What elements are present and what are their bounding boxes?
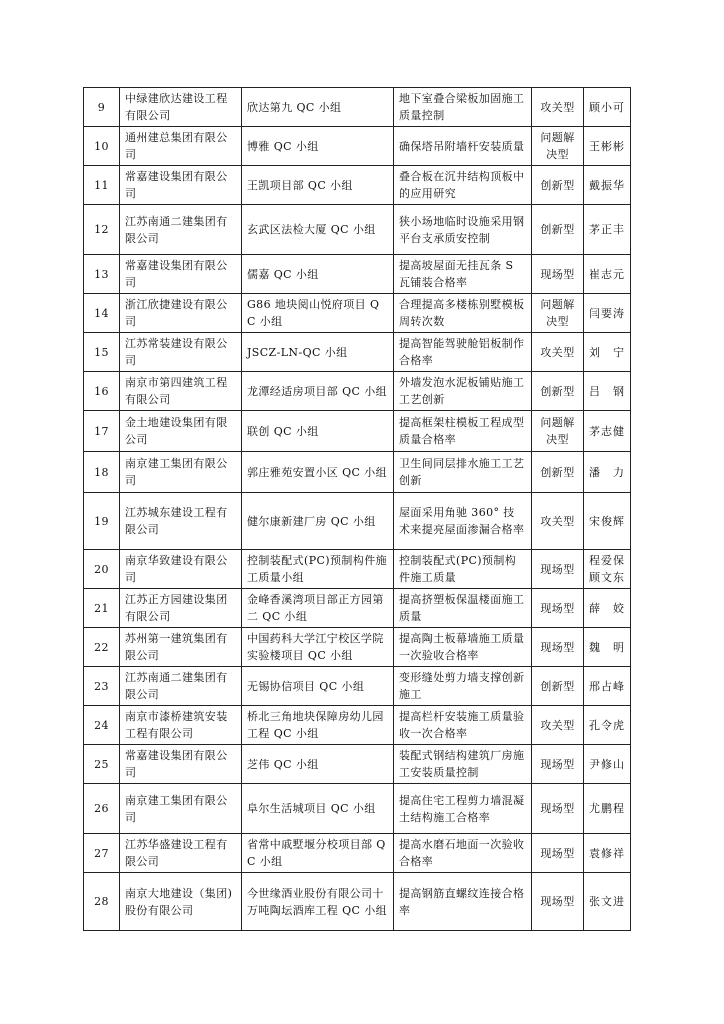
unit-name: 南京华致建设有限公司 <box>120 550 242 589</box>
qc-group-name: JSCZ-LN-QC 小组 <box>242 333 394 372</box>
project-topic: 提高住宅工程剪力墙混凝土结构施工合格率 <box>394 784 532 834</box>
row-number: 26 <box>84 784 120 834</box>
presenter-name: 王彬彬 <box>584 127 631 166</box>
topic-type: 攻关型 <box>532 706 584 745</box>
table-row <box>84 452 631 493</box>
row-number: 14 <box>84 294 120 333</box>
project-topic: 外墙发泡水泥板铺贴施工工艺创新 <box>394 372 532 411</box>
project-topic: 提高挤塑板保温楼面施工质量 <box>394 589 532 628</box>
qc-group-name: G86 地块阅山悦府项目 QC 小组 <box>242 294 394 333</box>
presenter-name: 闫要涛 <box>584 294 631 333</box>
qc-group-name: 博雅 QC 小组 <box>242 127 394 166</box>
unit-name: 江苏常装建设有限公司 <box>120 333 242 372</box>
row-number: 15 <box>84 333 120 372</box>
qc-group-name: 欣达第九 QC 小组 <box>242 88 394 127</box>
table-row <box>84 88 631 127</box>
project-topic: 提高栏杆安装施工质量验收一次合格率 <box>394 706 532 745</box>
project-topic: 提高框架柱模板工程成型质量合格率 <box>394 411 532 452</box>
row-number: 9 <box>84 88 120 127</box>
unit-name: 常嘉建设集团有限公司 <box>120 745 242 784</box>
unit-name: 金土地建设集团有限公司 <box>120 411 242 452</box>
topic-type: 攻关型 <box>532 88 584 127</box>
presenter-name: 茅志健 <box>584 411 631 452</box>
award-list-table <box>83 87 631 931</box>
row-number: 28 <box>84 873 120 931</box>
qc-group-name: 金峰香溪湾项目部正方园第二 QC 小组 <box>242 589 394 628</box>
topic-type: 创新型 <box>532 452 584 493</box>
presenter-name: 程爱保 <box>589 554 625 567</box>
row-number: 19 <box>84 493 120 550</box>
table-row <box>84 127 631 166</box>
table-body <box>84 88 631 931</box>
row-number: 13 <box>84 255 120 294</box>
qc-group-name: 省常中戚墅堰分校项目部 QC 小组 <box>242 834 394 873</box>
topic-type: 攻关型 <box>532 493 584 550</box>
topic-type: 现场型 <box>532 834 584 873</box>
row-number: 22 <box>84 628 120 667</box>
table-row <box>84 784 631 834</box>
presenter-name: 张文进 <box>584 873 631 931</box>
table-row <box>84 745 631 784</box>
project-topic: 确保塔吊附墙杆安装质量 <box>394 127 532 166</box>
project-topic: 提高坡屋面无挂瓦条 S 瓦铺装合格率 <box>394 255 532 294</box>
project-topic: 装配式钢结构建筑厂房施工安装质量控制 <box>394 745 532 784</box>
unit-name: 通州建总集团有限公司 <box>120 127 242 166</box>
project-topic: 控制装配式(PC)预制构件施工质量 <box>394 550 532 589</box>
row-number: 18 <box>84 452 120 493</box>
row-number: 23 <box>84 667 120 706</box>
topic-type: 问题解决型 <box>532 127 584 166</box>
topic-type: 问题解决型 <box>532 411 584 452</box>
unit-name: 南京市第四建筑工程有限公司 <box>120 372 242 411</box>
unit-name: 江苏南通二建集团有限公司 <box>120 205 242 255</box>
presenter-name: 尤鹏程 <box>584 784 631 834</box>
table-row <box>84 873 631 931</box>
presenter-name: 薛 姣 <box>584 589 631 628</box>
unit-name: 南京大地建设（集团)股份有限公司 <box>120 873 242 931</box>
qc-group-name: 芝伟 QC 小组 <box>242 745 394 784</box>
unit-name: 江苏正方园建设集团有限公司 <box>120 589 242 628</box>
project-topic: 变形缝处剪力墙支撑创新施工 <box>394 667 532 706</box>
presenter-name: 邢占峰 <box>584 667 631 706</box>
table-row <box>84 294 631 333</box>
project-topic: 狭小场地临时设施采用钢平台支承质安控制 <box>394 205 532 255</box>
row-number: 21 <box>84 589 120 628</box>
presenter-name: 崔志元 <box>584 255 631 294</box>
row-number: 25 <box>84 745 120 784</box>
topic-type: 现场型 <box>532 873 584 931</box>
table-row <box>84 834 631 873</box>
project-topic: 屋面采用角驰 360° 技术来提亮屋面渗漏合格率 <box>394 493 532 550</box>
qc-group-name: 今世缘酒业股份有限公司十万吨陶坛酒库工程 QC 小组 <box>242 873 394 931</box>
presenter-names <box>584 550 631 589</box>
topic-type: 创新型 <box>532 667 584 706</box>
unit-name: 南京市漆桥建筑安装工程有限公司 <box>120 706 242 745</box>
table-row <box>84 411 631 452</box>
qc-group-name: 中国药科大学江宁校区学院实验楼项目 QC 小组 <box>242 628 394 667</box>
topic-type: 创新型 <box>532 372 584 411</box>
presenter-name: 吕 钢 <box>584 372 631 411</box>
presenter-name: 魏 明 <box>584 628 631 667</box>
row-number: 16 <box>84 372 120 411</box>
row-number: 27 <box>84 834 120 873</box>
qc-group-name: 龙潭经适房项目部 QC 小组 <box>242 372 394 411</box>
table-row <box>84 333 631 372</box>
table-row <box>84 628 631 667</box>
table-row <box>84 493 631 550</box>
unit-name: 浙江欣捷建设有限公司 <box>120 294 242 333</box>
table-row <box>84 205 631 255</box>
presenter-name: 孔令虎 <box>584 706 631 745</box>
table-row <box>84 667 631 706</box>
project-topic: 合理提高多楼栋别墅模板周转次数 <box>394 294 532 333</box>
presenter-name-second: 顾文东 <box>589 571 625 584</box>
row-number: 11 <box>84 166 120 205</box>
unit-name: 江苏华盛建设工程有限公司 <box>120 834 242 873</box>
table-row <box>84 166 631 205</box>
qc-group-name: 玄武区法检大厦 QC 小组 <box>242 205 394 255</box>
unit-name: 江苏城东建设工程有限公司 <box>120 493 242 550</box>
presenter-name: 潘 力 <box>584 452 631 493</box>
topic-type: 问题解决型 <box>532 294 584 333</box>
unit-name: 苏州第一建筑集团有限公司 <box>120 628 242 667</box>
unit-name: 南京建工集团有限公司 <box>120 784 242 834</box>
project-topic: 地下室叠合梁板加固施工质量控制 <box>394 88 532 127</box>
project-topic: 卫生间同层排水施工工艺创新 <box>394 452 532 493</box>
topic-type: 现场型 <box>532 589 584 628</box>
presenter-name: 顾小可 <box>584 88 631 127</box>
topic-type: 攻关型 <box>532 333 584 372</box>
topic-type: 现场型 <box>532 255 584 294</box>
presenter-name: 戴振华 <box>584 166 631 205</box>
topic-type: 现场型 <box>532 784 584 834</box>
topic-type: 创新型 <box>532 205 584 255</box>
unit-name: 中绿建欣达建设工程有限公司 <box>120 88 242 127</box>
unit-name: 常嘉建设集团有限公司 <box>120 255 242 294</box>
qc-group-name: 联创 QC 小组 <box>242 411 394 452</box>
table-row <box>84 255 631 294</box>
qc-group-name: 王凯项目部 QC 小组 <box>242 166 394 205</box>
table-row <box>84 589 631 628</box>
presenter-name: 宋俊辉 <box>584 493 631 550</box>
presenter-name: 茅正丰 <box>584 205 631 255</box>
table-row <box>84 372 631 411</box>
topic-type: 现场型 <box>532 745 584 784</box>
presenter-name: 尹修山 <box>584 745 631 784</box>
presenter-name: 刘 宁 <box>584 333 631 372</box>
row-number: 20 <box>84 550 120 589</box>
qc-group-name: 无锡协信项目 QC 小组 <box>242 667 394 706</box>
row-number: 17 <box>84 411 120 452</box>
unit-name: 江苏南通二建集团有限公司 <box>120 667 242 706</box>
project-topic: 叠合板在沉井结构顶板中的应用研究 <box>394 166 532 205</box>
table-row <box>84 706 631 745</box>
unit-name: 常嘉建设集团有限公司 <box>120 166 242 205</box>
qc-group-name: 阜尔生活城项目 QC 小组 <box>242 784 394 834</box>
table-row <box>84 550 631 589</box>
row-number: 10 <box>84 127 120 166</box>
project-topic: 提高水磨石地面一次验收合格率 <box>394 834 532 873</box>
topic-type: 现场型 <box>532 550 584 589</box>
topic-type: 现场型 <box>532 628 584 667</box>
unit-name: 南京建工集团有限公司 <box>120 452 242 493</box>
qc-group-name: 儒嘉 QC 小组 <box>242 255 394 294</box>
qc-group-name: 健尔康新建厂房 QC 小组 <box>242 493 394 550</box>
project-topic: 提高智能驾驶舱铝板制作合格率 <box>394 333 532 372</box>
row-number: 12 <box>84 205 120 255</box>
project-topic: 提高陶土板幕墙施工质量一次验收合格率 <box>394 628 532 667</box>
presenter-name: 袁修祥 <box>584 834 631 873</box>
qc-group-name: 桥北三角地块保障房幼儿园工程 QC 小组 <box>242 706 394 745</box>
qc-group-name: 郭庄雅苑安置小区 QC 小组 <box>242 452 394 493</box>
qc-group-name: 控制装配式(PC)预制构件施工质量小组 <box>242 550 394 589</box>
row-number: 24 <box>84 706 120 745</box>
project-topic: 提高钢筋直螺纹连接合格率 <box>394 873 532 931</box>
topic-type: 创新型 <box>532 166 584 205</box>
